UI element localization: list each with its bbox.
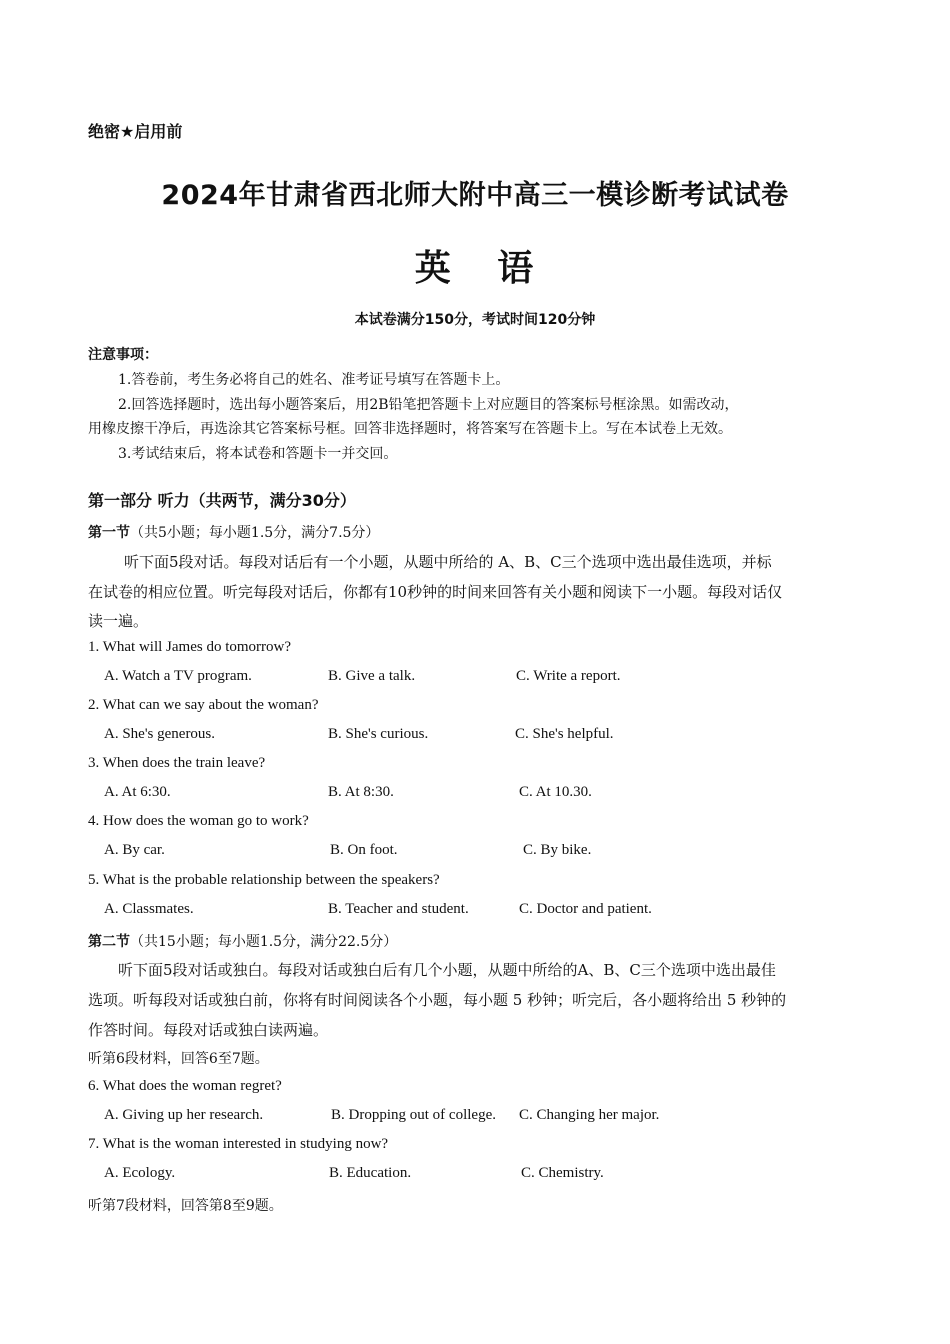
- part1-heading: 第一部分 听力（共两节，满分30分）: [88, 491, 356, 510]
- exam-info: 本试卷满分150分，考试时间120分钟: [354, 312, 596, 328]
- question-2: 2. What can we say about the woman?: [88, 697, 319, 713]
- section2-heading: [88, 931, 397, 951]
- question-6-option-a: A. Giving up her research.: [104, 1107, 264, 1123]
- note-item-2: 2.回答选择题时，选出每小题答案后，用2B铅笔把答题卡上对应题目的答案标号框涂黑。如需改动，: [118, 397, 739, 413]
- question-3-option-b: B. At 8:30.: [328, 784, 394, 800]
- section2-instructions-line3: 作答时间。每段对话或独白读两遍。: [88, 1021, 329, 1039]
- section2-label: 第二节: [88, 934, 130, 950]
- question-7-option-a: A. Ecology.: [104, 1165, 176, 1181]
- section1-instructions-line2: 在试卷的相应位置。听完每段对话后，你都有10秒钟的时间来回答有关小题和阅读下一小题。每段对话仅: [88, 583, 783, 601]
- note-item-2-cont: 用橡皮擦干净后，再选涂其它答案标号框。回答非选择题时，将答案写在答题卡上。写在本试卷上无效。: [88, 421, 732, 437]
- question-6-option-c: C. Changing her major.: [519, 1107, 660, 1123]
- question-4: 4. How does the woman go to work?: [88, 813, 309, 829]
- question-3-option-c: C. At 10.30.: [519, 784, 592, 800]
- section1-heading: [88, 522, 379, 542]
- question-4-option-c: C. By bike.: [523, 842, 592, 858]
- question-7-option-c: C. Chemistry.: [521, 1165, 604, 1181]
- question-4-option-a: A. By car.: [104, 842, 165, 858]
- question-5-option-c: C. Doctor and patient.: [519, 901, 652, 917]
- note-item-1: 1.答卷前，考生务必将自己的姓名、准考证号填写在答题卡上。: [118, 372, 510, 388]
- question-2-option-a: A. She's generous.: [104, 726, 216, 742]
- notes-title: 注意事项：: [88, 347, 158, 363]
- question-7-option-b: B. Education.: [329, 1165, 412, 1181]
- question-7: 7. What is the woman interested in studying now?: [88, 1136, 389, 1152]
- section2-instructions-line2: 选项。听每段对话或独白前，你将有时间阅读各个小题，每小题 5 秒钟；听完后，各小题将给出 5 秒钟的: [88, 991, 787, 1009]
- question-6: 6. What does the woman regret?: [88, 1078, 282, 1094]
- question-3-option-a: A. At 6:30.: [104, 784, 171, 800]
- section1-instructions-line3: 读一遍。: [88, 612, 149, 630]
- question-5: 5. What is the probable relationship between the speakers?: [88, 872, 440, 888]
- section2-scoring: （共15小题；每小题1.5分，满分22.5分）: [130, 934, 398, 950]
- material-7-instruction: 听第7段材料，回答第8至9题。: [88, 1198, 283, 1214]
- section1-scoring: （共5小题；每小题1.5分，满分7.5分）: [130, 525, 380, 541]
- question-1-option-c: C. Write a report.: [516, 668, 621, 684]
- exam-title: 2024年甘肃省西北师大附中高三一模诊断考试试卷: [161, 180, 789, 211]
- question-5-option-a: A. Classmates.: [104, 901, 194, 917]
- question-1-option-a: A. Watch a TV program.: [104, 668, 252, 684]
- section1-instructions-line1: 听下面5段对话。每段对话后有一个小题，从题中所给的 A、B、C三个选项中选出最佳选项，并标: [124, 553, 772, 571]
- confidential-label: 绝密★启用前: [88, 122, 183, 141]
- question-1: 1. What will James do tomorrow?: [88, 639, 292, 655]
- question-3: 3. When does the train leave?: [88, 755, 266, 771]
- question-2-option-c: C. She's helpful.: [515, 726, 614, 742]
- question-4-option-b: B. On foot.: [330, 842, 398, 858]
- material-6-instruction: 听第6段材料，回答6至7题。: [88, 1051, 269, 1067]
- question-6-option-b: B. Dropping out of college.: [331, 1107, 496, 1123]
- section2-instructions-line1: 听下面5段对话或独白。每段对话或独白后有几个小题，从题中所给的A、B、C三个选项中选出最佳: [118, 961, 776, 979]
- question-1-option-b: B. Give a talk.: [328, 668, 416, 684]
- note-item-3: 3.考试结束后，将本试卷和答题卡一并交回。: [118, 446, 398, 462]
- question-2-option-b: B. She's curious.: [328, 726, 429, 742]
- subject-title: 英 语: [414, 248, 536, 289]
- section1-label: 第一节: [88, 525, 130, 541]
- question-5-option-b: B. Teacher and student.: [328, 901, 469, 917]
